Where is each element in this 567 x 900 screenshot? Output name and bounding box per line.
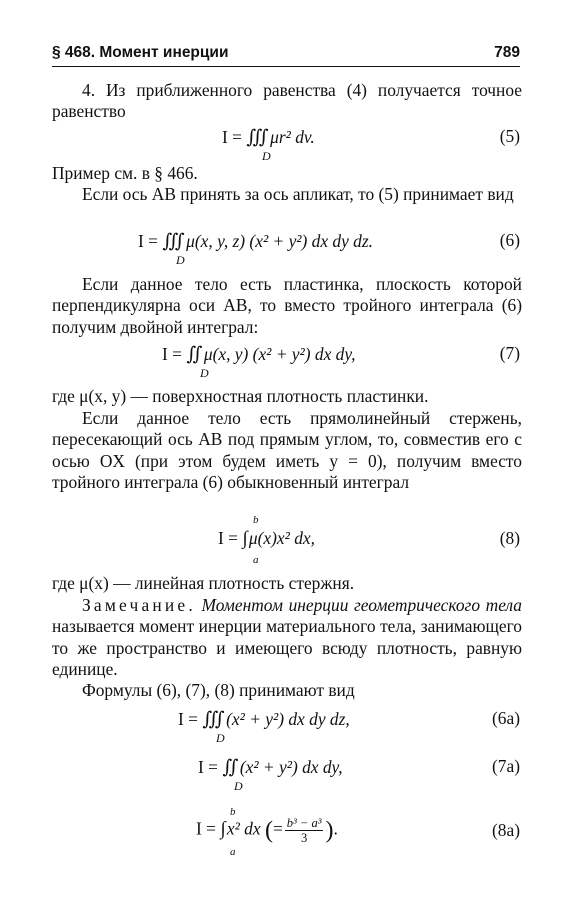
- paragraph-surface-density: где μ(x, y) — поверхностная плотность пластинки.: [52, 386, 429, 406]
- paragraph-plate: Если данное тело есть пластинка, плоскость которой перпендикулярна оси AB, то вместо тройного интеграла (6) получим двойной интеграл:: [52, 274, 522, 337]
- eq8a-upper-limit: b: [230, 806, 236, 818]
- eq8a-integrand: x² dx: [226, 818, 261, 839]
- equation-8a: [0, 806, 567, 878]
- paragraph-exact-equality: 4. Из приближенного равенства (4) получается точное равенство: [52, 80, 522, 122]
- eq8a-right-paren: ): [325, 817, 334, 844]
- eq8a-number: (8a): [492, 820, 520, 840]
- remark-label: Замечание.: [82, 595, 196, 615]
- remark-term: Моментом инерции геометрического тела: [195, 595, 522, 615]
- page-number: 789: [494, 44, 520, 61]
- eq6-domain: D: [176, 253, 185, 267]
- paragraph-example-ref: Пример см. в § 466.: [52, 163, 198, 183]
- eq8-integral-sign: ∫: [242, 528, 245, 549]
- eq6a-number: (6a): [492, 708, 520, 728]
- paragraph-remark: [52, 595, 522, 680]
- eq8a-fraction: [285, 816, 324, 845]
- eq8a-integral-sign: ∫: [220, 818, 223, 840]
- eq8a-period: .: [333, 818, 338, 839]
- eq8a-equals: =: [272, 818, 283, 839]
- eq8-lower-limit: a: [253, 554, 259, 566]
- eq7-integral-sign: ∬: [186, 344, 200, 365]
- eq8a-lhs: I =: [196, 818, 216, 839]
- eq6-number: (6): [499, 230, 520, 250]
- eq5-number: (5): [499, 126, 520, 146]
- eq8a-lower-limit: a: [230, 846, 236, 858]
- paragraph-applicate-axis: Если ось AB принять за ось апликат, то (5) принимает вид: [82, 184, 514, 204]
- paragraph-formulas-take-form: Формулы (6), (7), (8) принимают вид: [82, 680, 355, 700]
- remark-text: называется момент инерции материального тела, занимающего то же пространство и имеющего всюду плотность, равную единице.: [52, 616, 522, 679]
- eq6a-lhs: I =: [178, 709, 198, 729]
- eq5-integral-sign: ∭: [246, 127, 266, 148]
- equation-7a: [0, 754, 567, 814]
- section-title: § 468. Момент инерции: [52, 44, 229, 61]
- eq8a-left-paren: (: [264, 817, 273, 844]
- eq6-integrand: μ(x, y, z) (x² + y²) dx dy dz.: [186, 231, 373, 251]
- eq6a-integral-sign: ∭: [202, 709, 222, 730]
- eq6-lhs: I =: [138, 231, 158, 251]
- paragraph-linear-density: где μ(x) — линейная плотность стержня.: [52, 573, 355, 593]
- eq5-domain: D: [262, 149, 271, 163]
- running-header: [52, 44, 520, 67]
- paragraph-rod: Если данное тело есть прямолинейный стержень, пересекающий ось AB под прямым углом, то, совместив его с осью OX (при этом будем иметь y = 0), получим вместо тройного интеграла (6) обыкновенный интеграл: [52, 408, 522, 492]
- eq7a-integrand: (x² + y²) dx dy,: [239, 757, 343, 777]
- eq7-number: (7): [499, 343, 520, 363]
- eq7-integrand: μ(x, y) (x² + y²) dx dy,: [203, 344, 356, 364]
- eq8a-denominator: 3: [300, 831, 308, 845]
- eq5-lhs: I =: [222, 127, 242, 147]
- eq6a-domain: D: [216, 731, 225, 745]
- eq6a-integrand: (x² + y²) dx dy dz,: [226, 709, 350, 729]
- eq7a-lhs: I =: [198, 757, 218, 777]
- eq8-integrand: μ(x)x² dx,: [248, 528, 315, 548]
- eq6-integral-sign: ∭: [162, 231, 182, 252]
- eq8-upper-limit: b: [253, 514, 259, 526]
- eq8a-numerator: b³ − a³: [286, 816, 322, 830]
- eq8-lhs: I =: [218, 528, 238, 548]
- eq7a-domain: D: [234, 779, 243, 793]
- eq7-lhs: I =: [162, 344, 182, 364]
- eq7a-number: (7a): [492, 756, 520, 776]
- eq7a-integral-sign: ∬: [222, 757, 236, 778]
- eq5-integrand: μr² dv.: [270, 127, 315, 147]
- eq8-number: (8): [499, 528, 520, 548]
- eq7-domain: D: [200, 366, 209, 380]
